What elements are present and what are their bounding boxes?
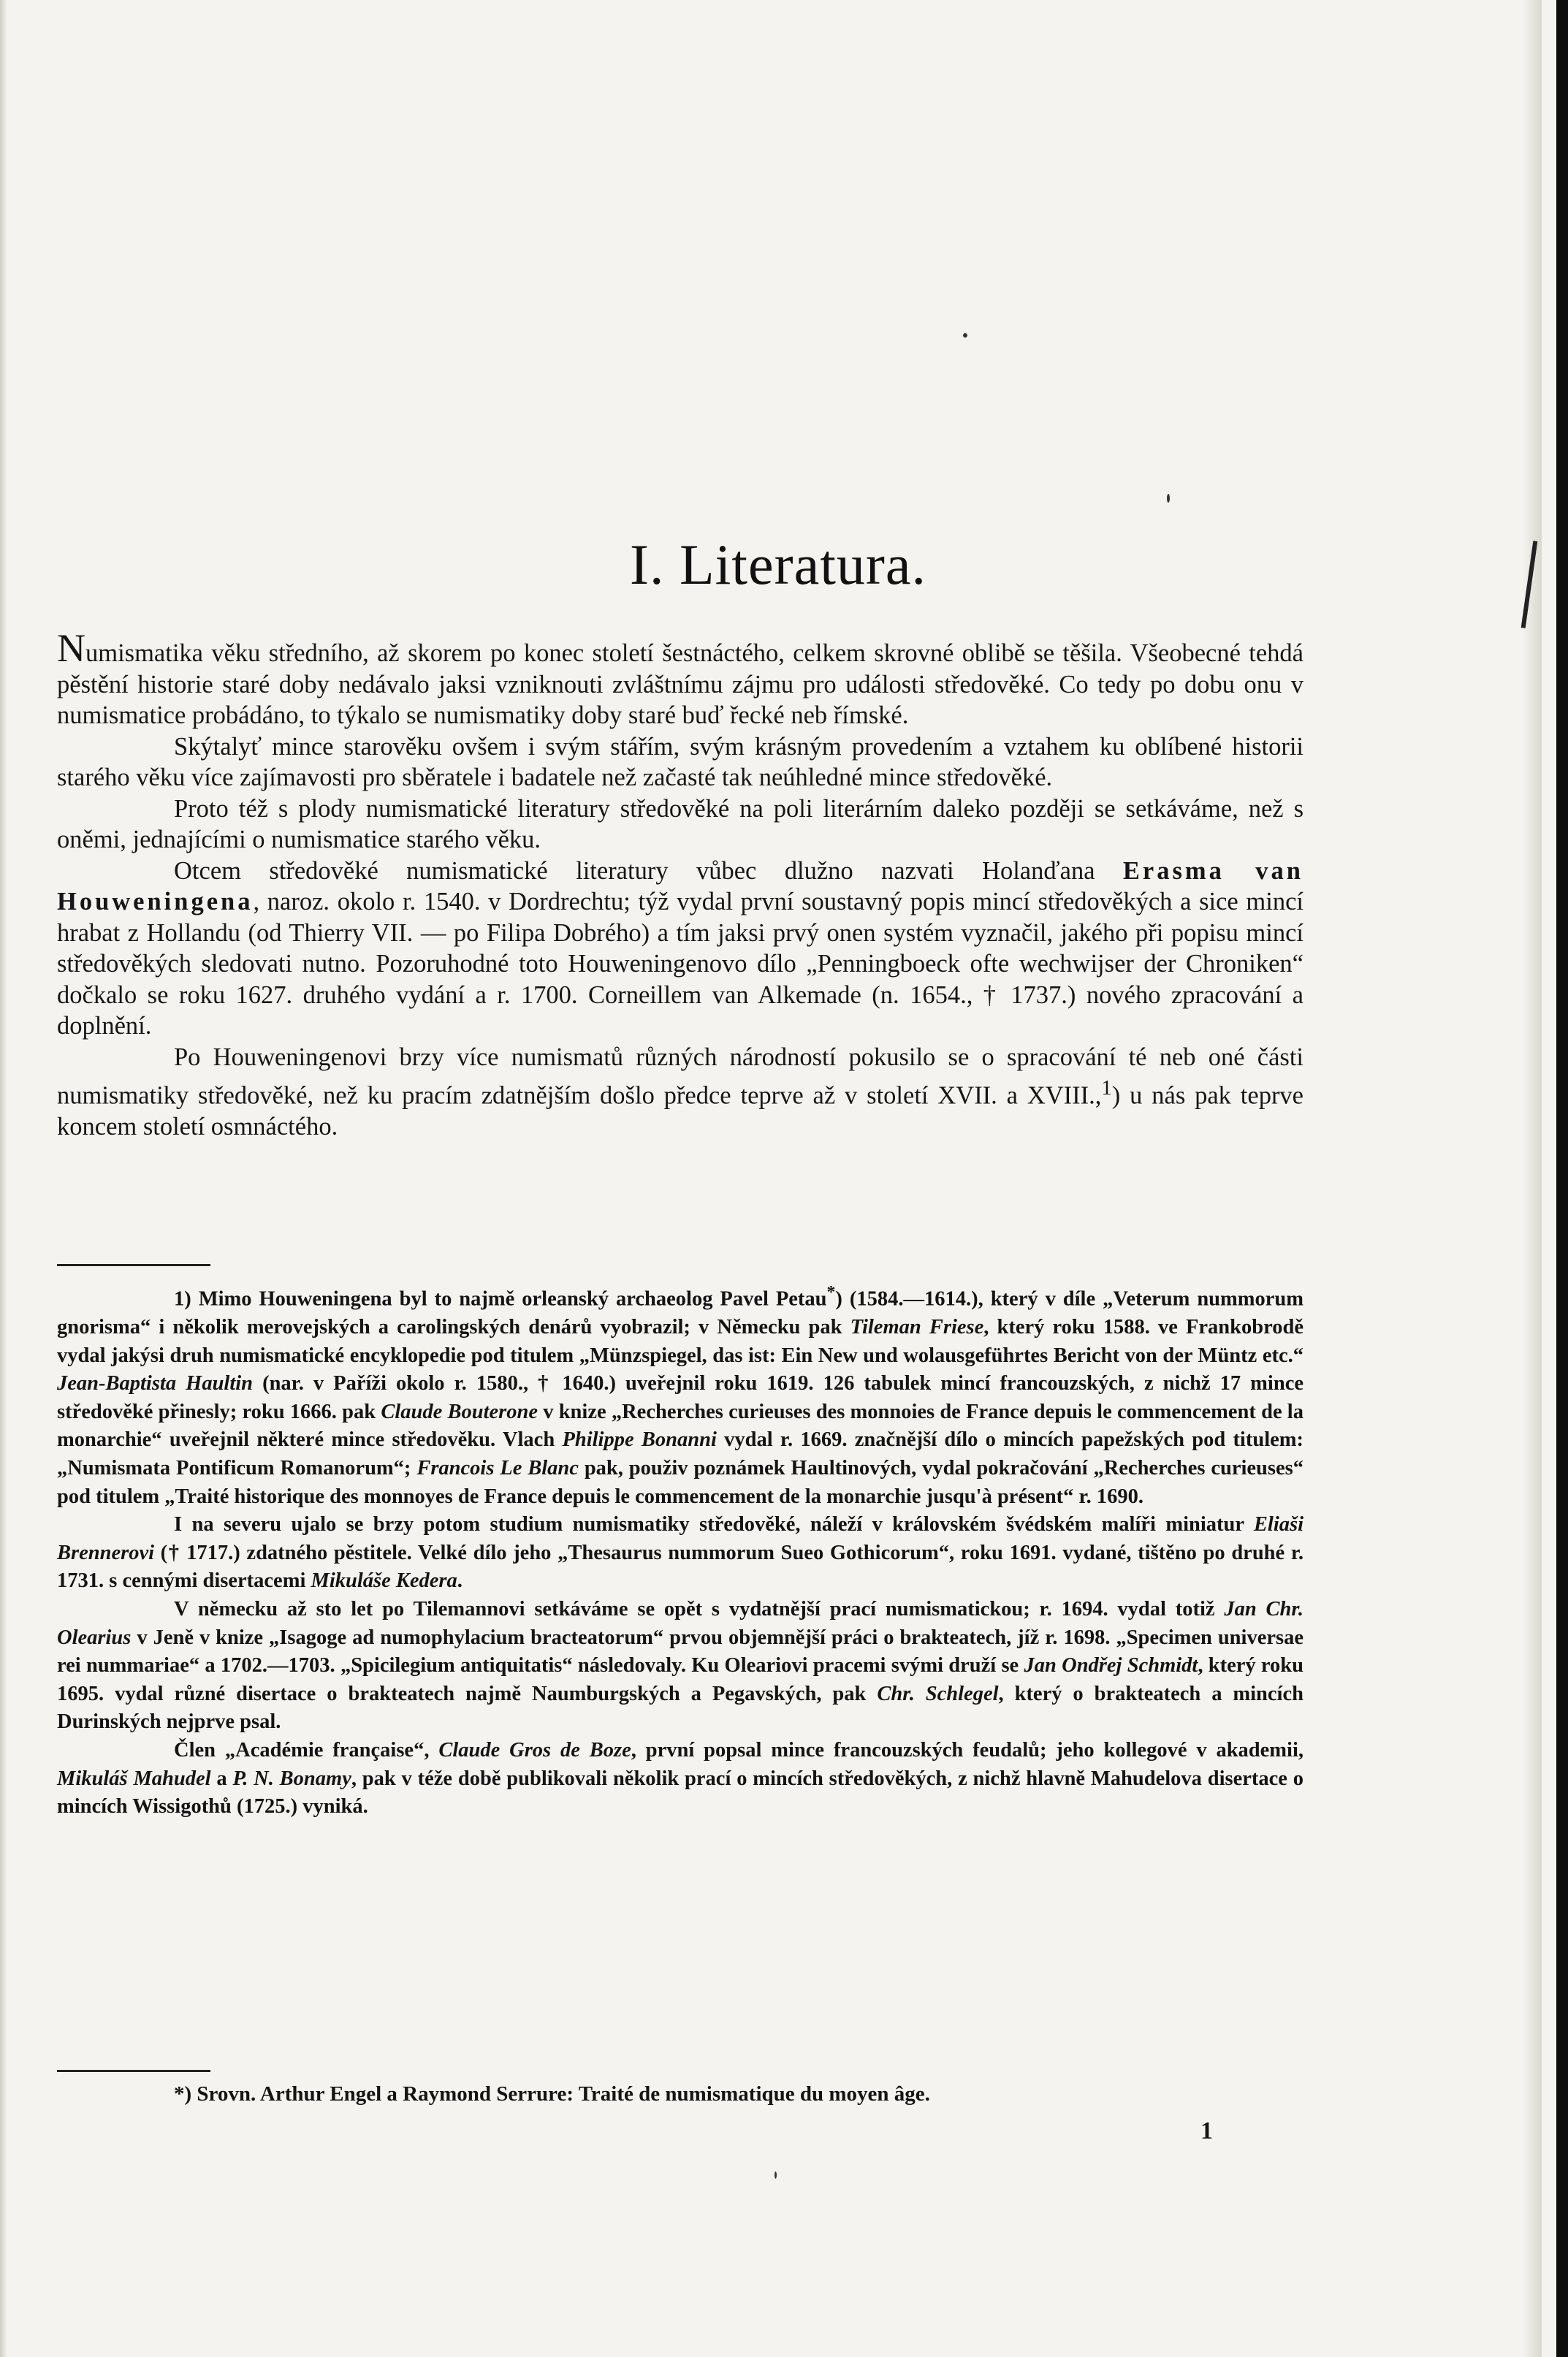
- paragraph: Skýtalyť mince starověku ovšem i svým stářím, svým krásným provedením a vztahem ku oblíbené historii starého věku více zajímavosti pro sběratele i badatele než začasté tak neúhledné mince středověké.: [57, 732, 1304, 791]
- note-text: I na severu ujalo se brzy potom studium numismatiky středověké, náleží v královském švédském malíři miniatur: [174, 1513, 1254, 1537]
- footnote-rule: [57, 1264, 210, 1266]
- page-shadow-right: [1523, 0, 1542, 2357]
- footnote-paragraph: [57, 1596, 1304, 1737]
- note-text: , který o brakteatech a mincích Durinských nejprve psal.: [57, 1682, 1304, 1734]
- note-text: , který roku 1695. vydal různé disertace o brakteatech najmě Naumburgských a Pegavských, pak: [57, 1654, 1304, 1705]
- note-text: a: [210, 1767, 233, 1790]
- note-text: , který roku 1588. ve Frankobrodě vydal jakýsi druh numismatické encyklopedie pod titulem „Münzspiegel, das ist: Ein New und wolausgeführtes Bericht von der Müntz etc.“: [57, 1316, 1304, 1367]
- page-number: 1: [1200, 2117, 1213, 2144]
- person-name: Mikuláš Mahudel: [57, 1767, 211, 1790]
- print-speck: [1167, 494, 1170, 503]
- note-text: v knize „Recherches curieuses des monnoies de France depuis le commencement de la monarchie“ uveřejnil některé mince středověku. Vlach: [57, 1400, 1304, 1452]
- paragraph-text: umismatika věku středního, až skorem po konec století šestnáctého, celkem skrovné oblibě se těšila. Všeobecné tehdá pěstění historie staré doby nedávalo jaksi vzniknouti zvláštnímu zájmu pro události středověké. Co tedy po dobu onu v numismatice probádáno, to týkalo se numismatiky doby staré buď řecké neb římské.: [57, 639, 1304, 729]
- footnote-paragraph: [57, 1737, 1304, 1821]
- person-name: Jean-Baptista Haultin: [57, 1372, 254, 1395]
- note-text: , první popsal mince francouzských feudalů; jeho kollegové v akademii,: [631, 1739, 1304, 1762]
- page-shadow-left: [0, 0, 7, 2357]
- initial-letter: N: [57, 626, 85, 670]
- person-name: P. N. Bonamy: [232, 1767, 351, 1790]
- footnote-ref: *: [826, 1283, 836, 1302]
- person-name: Chr. Schlegel: [877, 1682, 999, 1705]
- note-text: (nar. v Paříži okolo r. 1580., † 1640.) uveřejnil roku 1619. 126 tabulek mincí francouzských, z nichž 17 mince středověké přinesly; roku 1666. pak: [57, 1372, 1304, 1423]
- print-speck: [775, 2171, 777, 2179]
- footnote-ref: 1: [1101, 1076, 1112, 1100]
- paragraph-text: Po Houweningenovi brzy více numismatů různých národností pokusilo se o spracování té neb oné části numismatiky středověké, než ku pracím zdatnějším došlo předce teprve až v století XVII. a XVIII.,: [57, 1043, 1304, 1110]
- paragraph-text: Otcem středověké numismatické literatury vůbec dlužno nazvati Holanďana: [174, 856, 1123, 885]
- main-text: [57, 626, 1304, 1143]
- paragraph: [57, 1042, 1304, 1143]
- note-text: V německu až sto let po Tilemannovi setkáváme se opět s vydatnější prací numismatickou; r. 1694. vydal totiž: [174, 1598, 1225, 1621]
- person-name: Francois Le Blanc: [416, 1457, 579, 1480]
- note-text: vydal r. 1669. značnější dílo o mincích papežských pod titulem: „Numismata Pontificum Romanorum“;: [57, 1428, 1304, 1480]
- star-footnote: *) Srovn. Arthur Engel a Raymond Serrure: Traité de numismatique du moyen âge.: [174, 2082, 930, 2106]
- person-name: Philippe Bonanni: [562, 1428, 717, 1452]
- chapter-title: I. Literatura.: [630, 533, 926, 596]
- person-name: Claude Gros de Boze: [438, 1739, 631, 1762]
- paragraph-text: ) u nás pak teprve koncem století osmnáctého.: [57, 1081, 1304, 1141]
- footnote-paragraph: [57, 1511, 1304, 1596]
- note-text: Člen „Académie française“,: [174, 1739, 439, 1762]
- person-name: Eliaši Brennerovi: [57, 1513, 1304, 1564]
- person-name: Jan Ondřej Schmidt: [1024, 1654, 1198, 1678]
- note-text: , pak v téže době publikovali několik prací o mincích středověkých, z nichž hlavně Mahudelova disertace o mincích Wissigothů (1725.) vyniká.: [57, 1767, 1304, 1819]
- note-text: .: [457, 1569, 463, 1593]
- footnote-rule: [57, 2070, 210, 2072]
- footnotes: [57, 1279, 1304, 1821]
- person-name: Mikuláše Kedera: [311, 1569, 457, 1593]
- footnote-paragraph: [57, 1279, 1304, 1511]
- paragraph: Proto též s plody numismatické literatury středověké na poli literárním daleko později se setkáváme, než s oněmi, jednajícími o numismatice starého věku.: [57, 794, 1304, 853]
- person-name: Jan Chr. Olearius: [57, 1598, 1304, 1649]
- note-text: ) (1584.—1614.), který v díle „Veterum nummorum gnorisma“ i několik merovejských a carolingských denárů vyobrazil; v Německu pak: [57, 1287, 1304, 1339]
- scan-border: [1556, 0, 1568, 2357]
- person-name: Tileman Friese: [850, 1316, 984, 1339]
- note-text: pak, použiv poznámek Haultinových, vydal pokračování „Recherches curieuses“ pod titulem „Traité historique des monnoyes de France depuis le commencement de la monarchie jusqu'à présent“ r. 1690.: [57, 1457, 1304, 1508]
- paragraph: [57, 626, 1304, 731]
- paragraph-text: , naroz. okolo r. 1540. v Dordrechtu; týž vydal první soustavný popis mincí středověkých a sice mincí hrabat z Hollandu (od Thierry VII. — po Filipa Dobrého) a tím jaksi prvý onen systém vyznačil, jakého při popisu mincí středověkých sledovati nutno. Pozoruhodné toto Houweningenovo dílo „Penningboeck ofte wechwijser der Chroniken“ dočkalo se roku 1627. druhého vydání a r. 1700. Corneillem van Alkemade (n. 1654., † 1737.) nového zpracování a doplnění.: [57, 888, 1304, 1040]
- spaced-name: Erasma van Houweningena: [57, 856, 1304, 915]
- note-text: († 1717.) zdatného pěstitele. Velké dílo jeho „Thesaurus nummorum Sueo Gothicorum“, roku 1691. vydané, tištěno po druhé r. 1731. s cennými disertacemi: [57, 1541, 1304, 1593]
- note-text: 1) Mimo Houweningena byl to najmě orleanský archaeolog Pavel Petau: [174, 1287, 827, 1311]
- person-name: Claude Bouterone: [381, 1400, 538, 1423]
- print-speck: [963, 333, 967, 338]
- note-text: v Jeně v knize „Isagoge ad numophylacium bracteatorum“ prvou objemnější práci o brakteatech, jíž r. 1698. „Specimen universae rei nummariae“ a 1702.—1703. „Spicilegium antiquitatis“ následovaly. Ku Oleariovi pracemi svými druží se: [57, 1626, 1304, 1678]
- paragraph: [57, 856, 1304, 1042]
